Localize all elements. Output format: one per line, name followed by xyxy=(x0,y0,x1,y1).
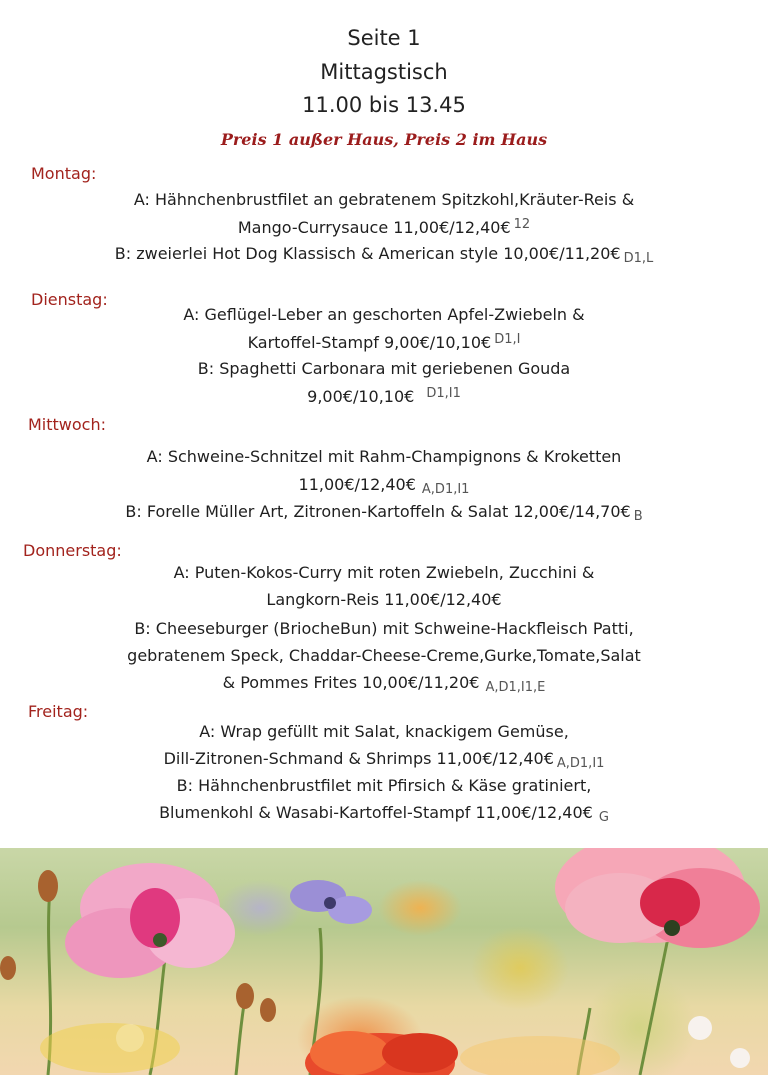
menu-line: Dill-Zitronen-Schmand & Shrimps 11,00€/12,40€ A,D1,I1 xyxy=(163,749,605,771)
menu-line: Langkorn-Reis 11,00€/12,40€ xyxy=(266,590,502,609)
menu-line: Kartoffel-Stampf 9,00€/10,10€ $^{D1,I}$ xyxy=(247,332,521,352)
menu-line: A: Wrap gefüllt mit Salat, knackigem Gemüse, xyxy=(199,722,569,741)
allergen-ref: B xyxy=(633,509,643,524)
allergen-ref: G xyxy=(598,810,609,825)
day-label-freitag: Freitag: xyxy=(28,702,89,721)
day-label-dienstag: Dienstag: xyxy=(31,290,108,309)
allergen-ref: A,D1,I1 xyxy=(556,756,605,771)
page-title: Mittagstisch xyxy=(320,60,448,84)
menu-line: A: Schweine-Schnitzel mit Rahm-Champignons & Kroketten xyxy=(146,447,622,466)
pink-poppy-left xyxy=(65,863,235,978)
menu-line: A: Puten-Kokos-Curry mit roten Zwiebeln, Zucchini & xyxy=(173,563,595,582)
allergen-ref: A,D1,I1 xyxy=(421,482,470,497)
menu-line: B: Hähnchenbrustfilet mit Pfirsich & Käse gratiniert, xyxy=(176,776,592,795)
price-note: Preis 1 außer Haus, Preis 2 im Haus xyxy=(220,130,548,149)
menu-line: & Pommes Frites 10,00€/11,20€ A,D1,I1,E xyxy=(222,673,546,695)
day-label-montag: Montag: xyxy=(31,164,97,183)
allergen-ref: D1,I1 xyxy=(426,386,461,401)
menu-line: A: Geflügel-Leber an geschorten Apfel-Zwiebeln & xyxy=(183,305,585,324)
flower-photo xyxy=(0,848,768,1075)
menu-line: 11,00€/12,40€ A,D1,I1 xyxy=(298,475,470,497)
menu-line: Mango-Currysauce 11,00€/12,40€ $^{12}$ xyxy=(237,217,531,237)
menu-line: 9,00€/10,10€ $^{D1,I1}$ xyxy=(307,386,461,406)
menu-line: B: Cheeseburger (BriocheBun) mit Schweine-Hackfleisch Patti, xyxy=(134,619,634,638)
day-label-mittwoch: Mittwoch: xyxy=(28,415,106,434)
menu-line: B: zweierlei Hot Dog Klassisch & American style 10,00€/11,20€ D1,L xyxy=(114,244,654,266)
menu-line: gebratenem Speck, Chaddar-Cheese-Creme,Gurke,Tomate,Salat xyxy=(127,646,641,665)
page-number: Seite 1 xyxy=(347,26,421,50)
allergen-ref: A,D1,I1,E xyxy=(485,680,546,695)
allergen-ref: D1,I xyxy=(494,332,521,347)
menu-line: Blumenkohl & Wasabi-Kartoffel-Stampf 11,00€/12,40€ G xyxy=(159,803,609,825)
menu-line: A: Hähnchenbrustfilet an gebratenem Spitzkohl,Kräuter-Reis & xyxy=(133,190,635,209)
day-label-donnerstag: Donnerstag: xyxy=(23,541,122,560)
serving-time: 11.00 bis 13.45 xyxy=(302,93,466,117)
menu-line: B: Forelle Müller Art, Zitronen-Kartoffeln & Salat 12,00€/14,70€ B xyxy=(125,502,643,524)
allergen-ref: 12 xyxy=(513,217,531,232)
allergen-ref: D1,L xyxy=(623,251,654,266)
red-poppy-right xyxy=(555,848,760,948)
menu-line: B: Spaghetti Carbonara mit geriebenen Gouda xyxy=(197,359,571,378)
